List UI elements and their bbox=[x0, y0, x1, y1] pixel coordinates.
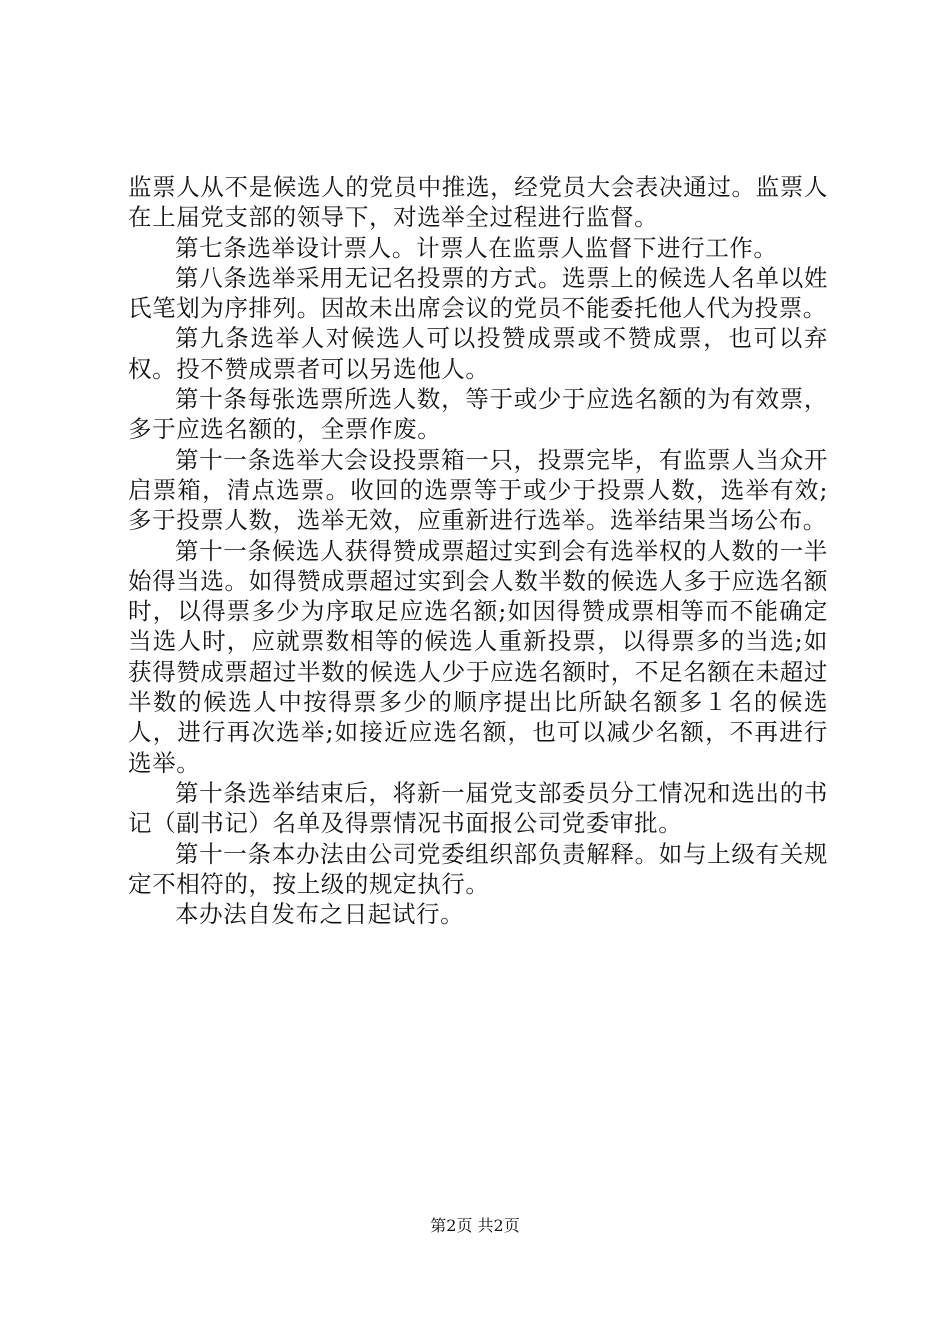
paragraph-effective-date: 本办法自发布之日起试行。 bbox=[175, 900, 465, 929]
paragraph-continuation: 监票人从不是候选人的党员中推选，经党员大会表决通过。监票人在上届党支部的领导下，对选举全过程进行监督。 bbox=[128, 173, 828, 232]
page-number-footer: 第2页 共2页 bbox=[430, 1216, 520, 1235]
paragraph-article-10-report: 第十条选举结束后，将新一届党支部委员分工情况和选出的书记（副书记）名单及得票情况书面报公司党委审批。 bbox=[128, 778, 828, 838]
paragraph-article-11-interpretation: 第十一条本办法由公司党委组织部负责解释。如与上级有关规定不相符的，按上级的规定执行。 bbox=[128, 839, 828, 898]
paragraph-article-7: 第七条选举设计票人。计票人在监票人监督下进行工作。 bbox=[175, 233, 778, 262]
paragraph-article-9: 第九条选举人对候选人可以投赞成票或不赞成票，也可以弃权。投不赞成票者可以另选他人。 bbox=[128, 324, 828, 383]
paragraph-article-11-ballot-box: 第十一条选举大会设投票箱一只，投票完毕，有监票人当众开启票箱，清点选票。收回的选票等于或少于投票人数，选举有效;多于投票人数，选举无效，应重新进行选举。选举结果当场公布。 bbox=[128, 445, 828, 535]
paragraph-article-10: 第十条每张选票所选人数，等于或少于应选名额的为有效票，多于应选名额的，全票作废。 bbox=[128, 385, 828, 444]
document-body bbox=[128, 172, 828, 929]
paragraph-article-8: 第八条选举采用无记名投票的方式。选票上的候选人名单以姓氏笔划为序排列。因故未出席会议的党员不能委托他人代为投票。 bbox=[128, 263, 828, 323]
paragraph-article-11-election-result: 第十一条候选人获得赞成票超过实到会有选举权的人数的一半始得当选。如得赞成票超过实到会人数半数的候选人多于应选名额时，以得票多少为序取足应选名额;如因得赞成票相等而不能确定当选人时，应就票数相等的候选人重新投票，以得票多的当选;如获得赞成票超过半数的候选人少于应选名额时，不足名额在未超过半数的候选人中按得票多少的顺序提出比所缺名额多１名的候选人，进行再次选举;如接近应选名额，也可以减少名额，不再进行选举。 bbox=[128, 536, 828, 777]
